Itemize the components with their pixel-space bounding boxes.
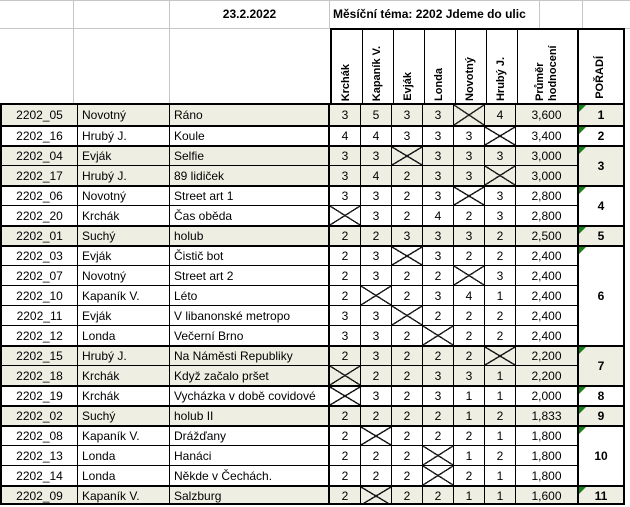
rank-cell[interactable]	[579, 105, 623, 125]
score-cell[interactable]: 4	[330, 127, 361, 145]
score-cell[interactable]: 2	[330, 446, 361, 465]
score-cell-crossed[interactable]	[392, 147, 423, 165]
average-cell[interactable]: 2,200	[531, 368, 562, 383]
average-cell[interactable]: 2,800	[531, 189, 562, 203]
score-cell[interactable]: 3	[392, 105, 423, 125]
table-row	[2, 405, 577, 425]
score-cell[interactable]: 2	[485, 247, 516, 265]
score-cell-crossed[interactable]	[330, 387, 361, 405]
rank-cell[interactable]	[579, 345, 623, 385]
score-cell[interactable]: 3	[485, 147, 516, 165]
rater-header-cell[interactable]	[425, 30, 456, 105]
table-row	[2, 445, 577, 465]
table-row	[2, 285, 577, 305]
rank-header-label: POŘADÍ	[594, 56, 607, 99]
photo-id-cell[interactable]: 2202_12	[2, 326, 78, 345]
score-cell[interactable]: 2	[392, 446, 423, 465]
formula-flag-icon	[579, 105, 586, 112]
rater-header-cell[interactable]	[363, 30, 394, 105]
score-cell[interactable]: 2	[454, 326, 485, 345]
score-cell-crossed[interactable]	[392, 247, 423, 265]
title-cell[interactable]: 89 lidiček	[170, 166, 330, 185]
author-cell[interactable]: Krchák	[78, 387, 170, 405]
table-row	[2, 105, 577, 125]
photo-id-cell[interactable]: 2202_14	[2, 466, 78, 485]
photo-id-cell[interactable]: 2202_01	[2, 227, 78, 245]
score-cell[interactable]: 1	[454, 446, 485, 465]
rank-cell[interactable]	[579, 145, 623, 185]
score-cell[interactable]: 2	[485, 227, 516, 245]
score-cell[interactable]: 3	[423, 105, 454, 125]
rank-cell[interactable]	[579, 405, 623, 425]
score-cell-crossed[interactable]	[485, 166, 516, 185]
rater-name-label: Londa	[433, 68, 446, 101]
score-cell[interactable]: 5	[361, 105, 392, 125]
rank-cell[interactable]	[579, 385, 623, 405]
rater-name-label: Novotný	[464, 57, 477, 101]
score-cell[interactable]: 3	[423, 127, 454, 145]
average-cell[interactable]: 2,400	[531, 308, 562, 323]
photo-id-cell[interactable]: 2202_03	[2, 247, 78, 265]
title-cell[interactable]: Hanáci	[170, 446, 330, 465]
title-cell[interactable]: Street art 1	[170, 187, 330, 205]
score-cell[interactable]: 1	[485, 427, 516, 445]
author-cell[interactable]: Kapaník V.	[78, 427, 170, 445]
score-cell[interactable]: 3	[361, 347, 392, 365]
gridline	[73, 29, 74, 103]
score-cell-crossed[interactable]	[454, 266, 485, 285]
rank-value: 3	[597, 159, 605, 173]
score-cell[interactable]: 2	[330, 347, 361, 365]
table-row	[2, 425, 577, 445]
score-cell[interactable]: 1	[485, 387, 516, 405]
score-cell-crossed[interactable]	[423, 466, 454, 485]
average-cell[interactable]: 1,800	[531, 468, 562, 483]
photo-id-cell[interactable]: 2202_13	[2, 446, 78, 465]
average-cell[interactable]: 3,000	[531, 168, 562, 183]
rater-name-label: Kapaník V.	[371, 45, 384, 101]
formula-flag-icon	[579, 247, 586, 254]
top-row	[0, 0, 630, 29]
photo-id-cell[interactable]: 2202_04	[2, 147, 78, 165]
formula-flag-icon	[579, 427, 586, 434]
score-cell-crossed[interactable]	[392, 306, 423, 325]
author-cell[interactable]: Kapaník V.	[78, 286, 170, 305]
score-cell[interactable]: 3	[423, 247, 454, 265]
average-cell[interactable]: 2,400	[531, 249, 562, 263]
score-cell[interactable]: 3	[454, 366, 485, 385]
score-cell[interactable]: 3	[330, 105, 361, 125]
table-row	[2, 345, 577, 365]
title-cell[interactable]: Někde v Čechách.	[170, 466, 330, 485]
table-row	[2, 265, 577, 285]
average-cell[interactable]: 2,400	[531, 328, 562, 343]
score-cell[interactable]: 2	[392, 326, 423, 345]
author-cell[interactable]: Novotný	[78, 266, 170, 285]
title-cell[interactable]: Čas oběda	[170, 206, 330, 225]
score-cell[interactable]: 2	[392, 427, 423, 445]
author-cell[interactable]: Londa	[78, 326, 170, 345]
rank-value: 7	[597, 359, 605, 373]
score-cell[interactable]: 3	[423, 387, 454, 405]
score-cell-crossed[interactable]	[361, 427, 392, 445]
score-cell[interactable]: 3	[454, 127, 485, 145]
rank-value: 4	[597, 199, 605, 213]
formula-flag-icon	[579, 407, 586, 414]
title-cell[interactable]: Ráno	[170, 105, 330, 125]
rater-header-cell[interactable]	[332, 30, 363, 105]
score-cell[interactable]: 2	[423, 427, 454, 445]
score-cell[interactable]: 3	[361, 206, 392, 225]
author-cell[interactable]: Suchý	[78, 407, 170, 425]
score-cell[interactable]: 3	[361, 247, 392, 265]
formula-flag-icon	[579, 147, 586, 154]
rank-cell[interactable]	[579, 245, 623, 345]
table-row	[2, 485, 577, 505]
score-cell[interactable]: 2	[330, 227, 361, 245]
score-cell[interactable]: 2	[330, 427, 361, 445]
table-row	[2, 205, 577, 225]
table-body	[0, 103, 577, 505]
score-cell[interactable]: 3	[485, 266, 516, 285]
title-cell[interactable]: Léto	[170, 286, 330, 305]
formula-flag-icon	[579, 187, 586, 194]
formula-flag-icon	[579, 227, 586, 234]
score-cell[interactable]: 3	[423, 166, 454, 185]
rater-header-cell[interactable]	[487, 30, 518, 105]
average-cell[interactable]: 3,400	[531, 129, 562, 143]
empty-cell[interactable]	[74, 1, 170, 28]
score-cell[interactable]: 2	[392, 187, 423, 205]
score-cell[interactable]: 1	[485, 366, 516, 385]
score-cell[interactable]: 3	[361, 306, 392, 325]
score-cell[interactable]: 2	[454, 347, 485, 365]
title-cell[interactable]: Na Náměsti Republiky	[170, 347, 330, 365]
title-cell[interactable]: Koule	[170, 127, 330, 145]
score-cell[interactable]: 2	[392, 286, 423, 305]
photo-id-cell[interactable]: 2202_07	[2, 266, 78, 285]
average-cell[interactable]: 1,833	[531, 409, 562, 423]
table-row	[2, 365, 577, 385]
score-cell[interactable]: 3	[485, 187, 516, 205]
photo-id-cell[interactable]: 2202_02	[2, 407, 78, 425]
score-cell[interactable]: 3	[454, 166, 485, 185]
title-cell[interactable]: Večerní Brno	[170, 326, 330, 345]
score-cell[interactable]: 2	[392, 487, 423, 505]
score-cell[interactable]: 2	[454, 247, 485, 265]
score-cell-crossed[interactable]	[361, 286, 392, 305]
score-cell[interactable]: 4	[361, 127, 392, 145]
rater-name-label: Krchák	[340, 63, 353, 101]
empty-cell[interactable]	[0, 1, 74, 28]
score-cell[interactable]: 2	[330, 247, 361, 265]
photo-id-cell[interactable]: 2202_10	[2, 286, 78, 305]
rank-cell[interactable]	[579, 185, 623, 225]
score-cell-crossed[interactable]	[361, 487, 392, 505]
photo-id-cell[interactable]: 2202_08	[2, 427, 78, 445]
rater-header-row	[330, 28, 577, 105]
title-cell[interactable]: Čistič bot	[170, 247, 330, 265]
score-cell[interactable]: 2	[485, 306, 516, 325]
rank-value: 2	[597, 129, 605, 143]
score-cell[interactable]: 2	[454, 206, 485, 225]
photo-id-cell[interactable]: 2202_11	[2, 306, 78, 325]
author-cell[interactable]: Novotný	[78, 187, 170, 205]
rater-name-label: Hrubý J.	[495, 56, 508, 101]
score-cell[interactable]: 3	[392, 227, 423, 245]
rank-cell[interactable]	[579, 125, 623, 145]
rank-header-cell[interactable]	[579, 30, 623, 105]
score-cell-crossed[interactable]	[485, 127, 516, 145]
score-cell[interactable]: 3	[361, 387, 392, 405]
rank-column	[577, 28, 625, 505]
rater-header-cell[interactable]	[456, 30, 487, 105]
table-row	[2, 465, 577, 485]
score-cell[interactable]: 3	[485, 206, 516, 225]
empty-cell[interactable]	[540, 1, 583, 28]
score-cell[interactable]: 1	[485, 466, 516, 485]
table-row	[2, 165, 577, 185]
score-cell[interactable]: 2	[454, 306, 485, 325]
author-cell[interactable]: Suchý	[78, 227, 170, 245]
score-cell[interactable]: 1	[454, 487, 485, 505]
score-cell[interactable]: 3	[361, 147, 392, 165]
rank-value: 5	[597, 229, 605, 243]
title-cell[interactable]: Street art 2	[170, 266, 330, 285]
score-cell[interactable]: 2	[392, 206, 423, 225]
title-cell[interactable]: holub	[170, 227, 330, 245]
score-cell[interactable]: 3	[330, 326, 361, 345]
average-cell[interactable]: 2,500	[531, 229, 562, 243]
author-cell[interactable]: Evják	[78, 147, 170, 165]
rank-value: 8	[597, 389, 605, 403]
score-cell[interactable]: 3	[330, 147, 361, 165]
score-cell[interactable]: 3	[361, 326, 392, 345]
score-cell[interactable]: 3	[392, 127, 423, 145]
table-row	[2, 245, 577, 265]
average-cell[interactable]: 1,800	[531, 448, 562, 463]
score-cell[interactable]: 3	[423, 366, 454, 385]
score-cell[interactable]: 2	[361, 407, 392, 425]
score-cell[interactable]: 2	[423, 266, 454, 285]
score-cell[interactable]: 2	[361, 227, 392, 245]
score-cell[interactable]: 2	[330, 407, 361, 425]
score-cell[interactable]: 2	[485, 407, 516, 425]
table-row	[2, 145, 577, 165]
formula-flag-icon	[579, 387, 586, 394]
rank-value: 11	[594, 489, 608, 503]
score-cell[interactable]: 2	[361, 366, 392, 385]
score-cell[interactable]: 3	[423, 227, 454, 245]
average-cell[interactable]: 1,800	[531, 429, 562, 443]
author-cell[interactable]: Londa	[78, 466, 170, 485]
score-cell[interactable]: 1	[485, 286, 516, 305]
author-cell[interactable]: Hrubý J.	[78, 127, 170, 145]
title-cell[interactable]: Drážďany	[170, 427, 330, 445]
table-row	[2, 325, 577, 345]
score-cell[interactable]: 3	[330, 306, 361, 325]
score-cell[interactable]: 3	[454, 227, 485, 245]
table-row	[2, 225, 577, 245]
score-cell-crossed[interactable]	[454, 187, 485, 205]
title-cell[interactable]: Když začalo pršet	[170, 366, 330, 385]
photo-id-cell[interactable]: 2202_17	[2, 166, 78, 185]
average-cell[interactable]: 2,400	[531, 268, 562, 283]
score-cell[interactable]: 2	[454, 466, 485, 485]
score-cell[interactable]: 3	[361, 187, 392, 205]
title-cell[interactable]: Salzburg	[170, 487, 330, 505]
average-cell[interactable]: 2,000	[531, 389, 562, 403]
score-cell[interactable]: 3	[423, 187, 454, 205]
average-cell[interactable]: 1,600	[531, 489, 562, 503]
score-cell[interactable]: 2	[485, 326, 516, 345]
photo-id-cell[interactable]: 2202_06	[2, 187, 78, 205]
gridline	[169, 29, 170, 103]
formula-flag-icon	[579, 487, 586, 494]
score-cell[interactable]: 1	[454, 387, 485, 405]
score-cell[interactable]: 2	[392, 366, 423, 385]
score-cell[interactable]: 4	[423, 206, 454, 225]
score-cell[interactable]: 1	[454, 407, 485, 425]
score-cell[interactable]: 2	[392, 166, 423, 185]
score-cell[interactable]: 3	[423, 147, 454, 165]
rank-cell[interactable]	[579, 225, 623, 245]
photo-id-cell[interactable]: 2202_19	[2, 387, 78, 405]
formula-flag-icon	[579, 347, 586, 354]
score-cell-crossed[interactable]	[423, 446, 454, 465]
author-cell[interactable]: Londa	[78, 446, 170, 465]
photo-id-cell[interactable]: 2202_05	[2, 105, 78, 125]
author-cell[interactable]: Krchák	[78, 366, 170, 385]
score-cell[interactable]: 2	[330, 286, 361, 305]
score-cell[interactable]: 2	[330, 266, 361, 285]
rank-value: 6	[597, 289, 605, 303]
table-row	[2, 125, 577, 145]
score-cell[interactable]: 3	[454, 147, 485, 165]
average-cell[interactable]: 2,400	[531, 288, 562, 303]
title-cell[interactable]: V libanonské metropo	[170, 306, 330, 325]
score-cell[interactable]: 2	[392, 266, 423, 285]
score-cell-crossed[interactable]	[330, 366, 361, 385]
author-cell[interactable]: Novotný	[78, 105, 170, 125]
date-cell[interactable]: 23.2.2022	[170, 1, 330, 28]
score-cell[interactable]: 3	[361, 266, 392, 285]
score-cell[interactable]: 2	[423, 487, 454, 505]
photo-id-cell[interactable]: 2202_20	[2, 206, 78, 225]
average-header-cell[interactable]	[518, 30, 577, 105]
score-cell-crossed[interactable]	[454, 105, 485, 125]
score-cell[interactable]: 2	[392, 407, 423, 425]
title-cell[interactable]: Selfie	[170, 147, 330, 165]
rank-cell[interactable]	[579, 425, 623, 485]
score-cell[interactable]: 2	[392, 387, 423, 405]
score-cell[interactable]: 2	[330, 487, 361, 505]
score-cell[interactable]: 2	[361, 466, 392, 485]
author-cell[interactable]: Kapaník V.	[78, 487, 170, 505]
score-cell[interactable]: 3	[423, 286, 454, 305]
score-cell[interactable]: 3	[330, 187, 361, 205]
score-cell[interactable]: 2	[392, 466, 423, 485]
score-cell[interactable]: 2	[454, 427, 485, 445]
author-cell[interactable]: Hrubý J.	[78, 347, 170, 365]
score-cell[interactable]: 4	[361, 166, 392, 185]
theme-cell[interactable]: Měsíční téma: 2202 Jdeme do ulic	[330, 1, 540, 28]
average-cell[interactable]: 3,000	[531, 149, 562, 163]
score-cell[interactable]: 3	[330, 166, 361, 185]
rank-cell[interactable]	[579, 485, 623, 505]
average-cell[interactable]: 2,200	[531, 349, 562, 363]
author-cell[interactable]: Evják	[78, 247, 170, 265]
photo-id-cell[interactable]: 2202_18	[2, 366, 78, 385]
score-cell[interactable]: 1	[485, 487, 516, 505]
score-cell-crossed[interactable]	[485, 347, 516, 365]
rater-name-label: Evják	[402, 72, 415, 101]
score-cell[interactable]: 2	[392, 347, 423, 365]
table-row	[2, 185, 577, 205]
photo-id-cell[interactable]: 2202_09	[2, 487, 78, 505]
score-cell[interactable]: 2	[423, 407, 454, 425]
table-row	[2, 385, 577, 405]
score-cell[interactable]: 2	[485, 446, 516, 465]
formula-flag-icon	[579, 127, 586, 134]
empty-cell[interactable]	[583, 1, 630, 28]
author-cell[interactable]: Krchák	[78, 206, 170, 225]
average-cell[interactable]: 2,800	[531, 208, 562, 223]
score-cell[interactable]: 2	[423, 306, 454, 325]
rank-value: 1	[597, 108, 605, 122]
score-cell[interactable]: 2	[330, 466, 361, 485]
rater-header-cell[interactable]	[394, 30, 425, 105]
rank-value: 9	[597, 409, 605, 423]
score-cell[interactable]: 4	[454, 286, 485, 305]
table-row	[2, 305, 577, 325]
score-cell[interactable]: 2	[423, 347, 454, 365]
rank-value: 10	[594, 449, 608, 463]
author-cell[interactable]: Hrubý J.	[78, 166, 170, 185]
photo-id-cell[interactable]: 2202_15	[2, 347, 78, 365]
average-header-label: Průměr hodnocení	[534, 45, 560, 101]
author-cell[interactable]: Evják	[78, 306, 170, 325]
average-cell[interactable]: 3,600	[531, 108, 562, 122]
score-cell[interactable]: 2	[361, 446, 392, 465]
title-cell[interactable]: Vycházka v době covidové	[170, 387, 330, 405]
photo-id-cell[interactable]: 2202_16	[2, 127, 78, 145]
score-cell-crossed[interactable]	[423, 326, 454, 345]
score-cell[interactable]: 4	[485, 105, 516, 125]
title-cell[interactable]: holub II	[170, 407, 330, 425]
score-cell-crossed[interactable]	[330, 206, 361, 225]
